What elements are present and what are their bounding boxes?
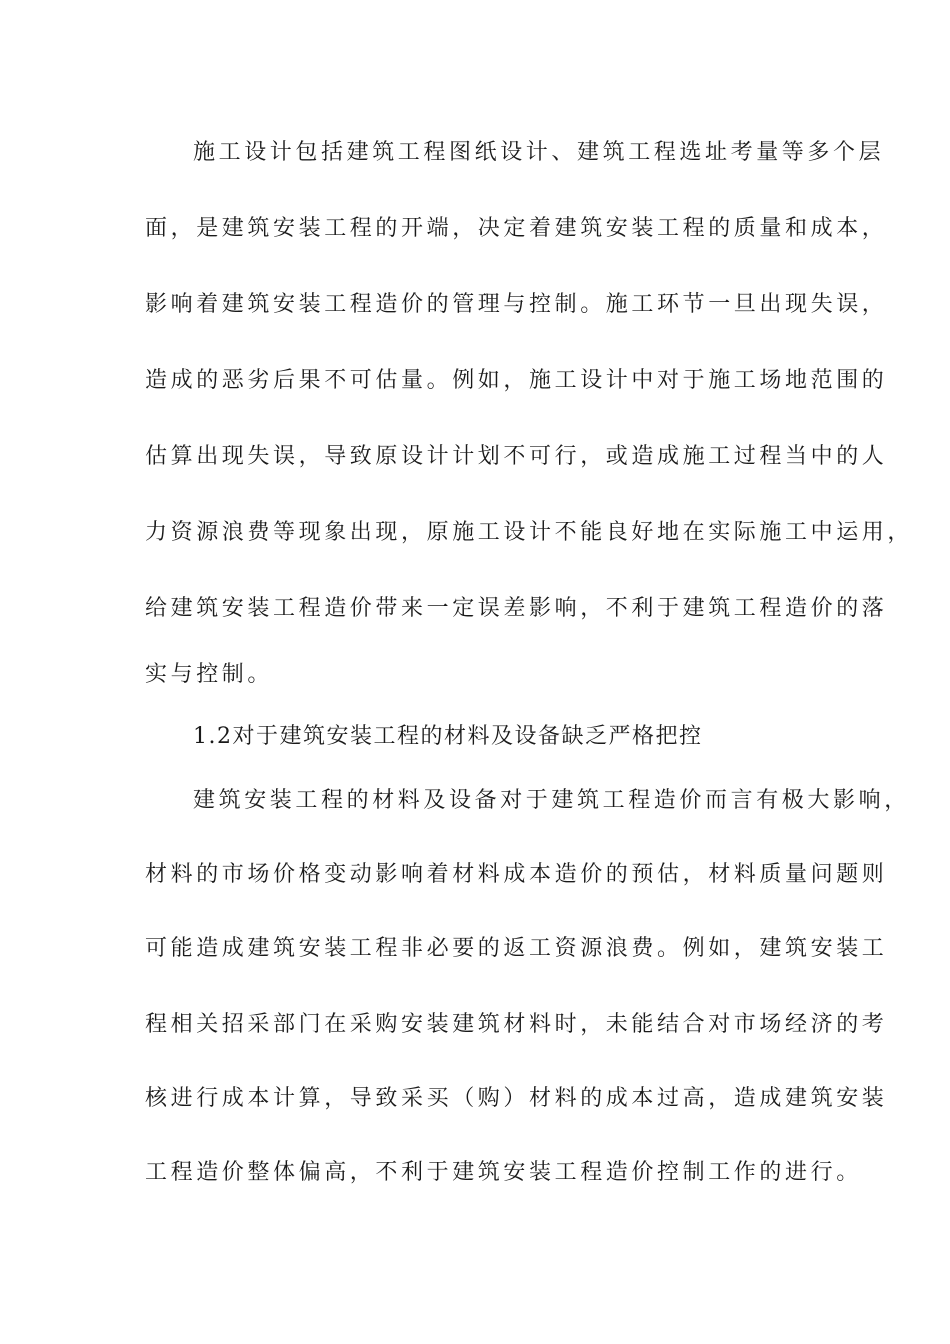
section-heading: 1.2对于建筑安装工程的材料及设备缺乏严格把控 (193, 724, 703, 749)
paragraph-line: 实与控制。 (145, 662, 274, 687)
paragraph-line: 建筑安装工程的材料及设备对于建筑工程造价而言有极大影响， (193, 788, 910, 813)
paragraph-line: 工程造价整体偏高，不利于建筑安装工程造价控制工作的进行。 (145, 1160, 862, 1185)
paragraph-line: 可能造成建筑安装工程非必要的返工资源浪费。例如，建筑安装工 (145, 936, 888, 961)
paragraph-line: 程相关招采部门在采购安装建筑材料时，未能结合对市场经济的考 (145, 1012, 888, 1037)
paragraph-line: 面，是建筑安装工程的开端，决定着建筑安装工程的质量和成本， (145, 216, 888, 241)
paragraph-line: 影响着建筑安装工程造价的管理与控制。施工环节一旦出现失误， (145, 292, 888, 317)
paragraph-line: 施工设计包括建筑工程图纸设计、建筑工程选址考量等多个层 (193, 140, 885, 165)
paragraph-line: 造成的恶劣后果不可估量。例如，施工设计中对于施工场地范围的 (145, 368, 888, 393)
paragraph-line: 核进行成本计算，导致采买（购）材料的成本过高，造成建筑安装 (145, 1086, 888, 1111)
paragraph-line: 材料的市场价格变动影响着材料成本造价的预估，材料质量问题则 (145, 862, 888, 887)
paragraph-line: 估算出现失误，导致原设计计划不可行，或造成施工过程当中的人 (145, 444, 888, 469)
paragraph-line: 给建筑安装工程造价带来一定误差影响，不利于建筑工程造价的落 (145, 596, 888, 621)
paragraph-line: 力资源浪费等现象出现，原施工设计不能良好地在实际施工中运用， (145, 520, 914, 545)
